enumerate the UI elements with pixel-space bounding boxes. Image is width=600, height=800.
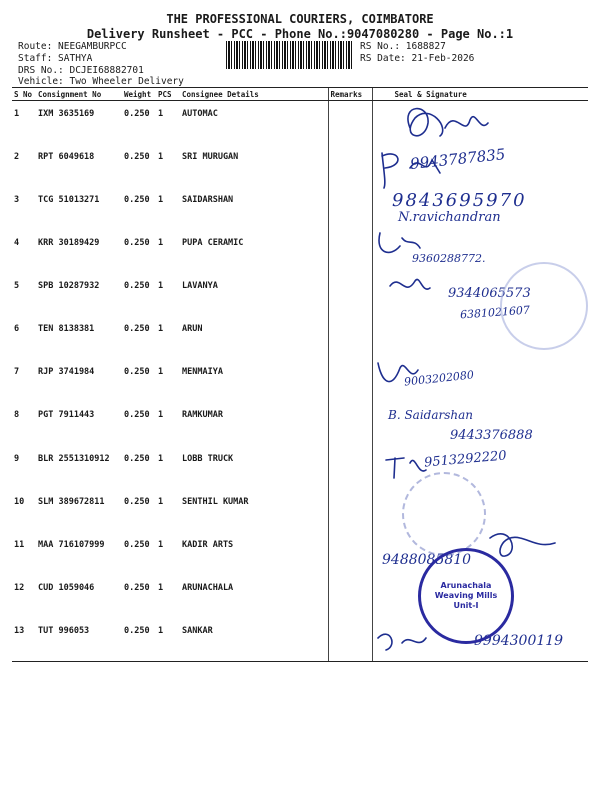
consignment-cell: IXM 3635169 [38, 109, 95, 119]
consignment-cell: SLM 389672811 [38, 496, 105, 507]
remarks-cell [328, 316, 372, 359]
consignee-cell: ARUNACHALA [182, 583, 234, 594]
sno-cell: 11 [14, 539, 25, 550]
handwritten-phone-8: 9443376888 [450, 428, 533, 443]
consignment-cell: TCG 51013271 [38, 194, 100, 205]
pcs-cell: 1 [158, 151, 164, 162]
weight-cell: 0.250 [124, 194, 150, 205]
signature-5 [390, 279, 430, 289]
handwritten-phone-13: 9994300119 [474, 633, 564, 649]
handwritten-phone-9: 9513292220 [423, 448, 508, 471]
pcs-cell: 1 [158, 410, 164, 421]
sno-cell: 8 [14, 410, 20, 421]
remarks-cell [328, 230, 372, 273]
consignee-cell: MENMAIYA [182, 367, 223, 378]
weight-cell: 0.250 [124, 496, 150, 507]
sno-cell: 2 [14, 151, 20, 162]
weight-cell: 0.250 [124, 109, 150, 119]
remarks-cell [328, 489, 372, 532]
pcs-cell: 1 [158, 453, 164, 464]
consignee-cell: AUTOMAC [182, 109, 218, 119]
col-weight: Weight [122, 88, 156, 101]
pcs-cell: 1 [158, 237, 164, 248]
remarks-cell [328, 101, 372, 144]
weight-cell: 0.250 [124, 453, 150, 464]
pcs-cell: 1 [158, 367, 164, 378]
remarks-cell [328, 575, 372, 618]
signature-1 [408, 109, 488, 136]
sno-cell: 5 [14, 281, 20, 292]
col-pcs: PCS [156, 88, 180, 101]
weight-cell: 0.250 [124, 237, 150, 248]
sno-cell: 12 [14, 583, 25, 594]
consignee-cell: PUPA CERAMIC [182, 237, 244, 248]
faint-company-stamp [402, 472, 486, 556]
handwritten-name-8: B. Saidarshan [388, 408, 474, 422]
consignment-cell: KRR 30189429 [38, 237, 100, 248]
pcs-cell: 1 [158, 539, 164, 550]
col-signature: Seal & Signature [372, 88, 588, 101]
signature-9 [386, 458, 426, 478]
sno-cell: 3 [14, 194, 20, 205]
consignee-cell: LOBB TRUCK [182, 453, 234, 464]
col-sno: S No [12, 88, 36, 101]
sno-cell: 13 [12, 618, 36, 661]
handwritten-phone-7: 9003202080 [403, 368, 475, 389]
route-label: Route: NEEGAMBURPCC [18, 41, 127, 52]
sno-cell: 7 [14, 367, 20, 378]
pcs-cell: 1 [158, 583, 164, 594]
remarks-cell [328, 187, 372, 230]
consignee-cell: SENTHIL KUMAR [182, 496, 249, 507]
handwritten-phone-3: 9843695970 [392, 190, 527, 211]
consignee-cell: SRI MURUGAN [182, 151, 239, 162]
consignee-cell: LAVANYA [182, 281, 218, 292]
remarks-cell [328, 446, 372, 489]
weight-cell: 0.250 [124, 151, 150, 162]
consignment-cell: CUD 1059046 [38, 583, 95, 594]
runsheet-subtitle: Delivery Runsheet - PCC - Phone No.:9047080280 - Page No.:1 [86, 27, 514, 41]
consignment-cell: PGT 7911443 [38, 410, 95, 421]
pcs-cell: 1 [158, 324, 164, 335]
signature-4 [379, 233, 420, 252]
rs-number: RS No.: 1688827 [360, 41, 446, 52]
handwritten-phone-11: 9488085810 [382, 552, 472, 568]
weight-cell: 0.250 [124, 367, 150, 378]
consignment-cell: RJP 3741984 [38, 367, 95, 378]
col-consignment: Consignment No [36, 88, 122, 101]
consignment-cell: MAA 716107999 [38, 539, 105, 550]
sno-cell: 4 [14, 237, 20, 248]
consignment-cell: SPB 10287932 [38, 281, 100, 292]
handwritten-phone-2: 9943787835 [409, 145, 507, 173]
weight-cell: 0.250 [124, 410, 150, 421]
col-remarks: Remarks [328, 88, 372, 101]
remarks-cell [328, 402, 372, 445]
weight-cell: 0.250 [124, 324, 150, 335]
weight-cell: 0.250 [124, 583, 150, 594]
sno-cell: 1 [14, 109, 20, 119]
consignee-cell: SANKAR [180, 618, 328, 661]
barcode-image [226, 41, 354, 69]
handwritten-phone-6: 6381021607 [459, 303, 531, 322]
remarks-cell [328, 359, 372, 402]
handwritten-phone-5: 9344065573 [448, 286, 531, 301]
handwritten-phone-4: 9360288772. [412, 252, 486, 265]
remarks-cell [328, 618, 372, 661]
pcs-cell: 1 [158, 109, 164, 119]
weight-cell: 0.250 [122, 618, 156, 661]
pcs-cell: 1 [158, 194, 164, 205]
consignment-cell: TEN 8138381 [38, 324, 95, 335]
sno-cell: 10 [14, 496, 25, 507]
staff-label: Staff: SATHYA [18, 53, 93, 64]
sno-cell: 6 [14, 324, 20, 335]
pcs-cell: 1 [156, 618, 180, 661]
consignee-cell: SAIDARSHAN [182, 194, 234, 205]
remarks-cell [328, 532, 372, 575]
arunachala-mills-stamp: Arunachala Weaving Mills Unit-I [418, 548, 514, 644]
remarks-cell [328, 273, 372, 316]
consignment-cell: BLR 2551310912 [38, 453, 110, 464]
consignee-cell: ARUN [182, 324, 203, 335]
pcs-cell: 1 [158, 281, 164, 292]
consignee-cell: KADIR ARTS [182, 539, 234, 550]
signature-11 [490, 534, 555, 556]
signature-13 [378, 634, 426, 650]
col-consignee: Consignee Details [180, 88, 328, 101]
sno-cell: 9 [14, 453, 20, 464]
weight-cell: 0.250 [124, 539, 150, 550]
faint-round-stamp [500, 262, 588, 350]
consignment-cell: RPT 6049618 [38, 151, 95, 162]
vehicle-label: Vehicle: Two Wheeler Delivery [18, 76, 184, 87]
remarks-cell [328, 144, 372, 187]
rs-date: RS Date: 21-Feb-2026 [360, 53, 475, 64]
handwritten-name-3: N.ravichandran [398, 210, 501, 225]
weight-cell: 0.250 [124, 281, 150, 292]
pcs-cell: 1 [158, 496, 164, 507]
company-title: THE PROFESSIONAL COURIERS, COIMBATORE [166, 12, 434, 26]
consignee-cell: RAMKUMAR [182, 410, 223, 421]
drs-number: DRS No.: DCJEI68882701 [18, 65, 144, 76]
consignment-cell: TUT 996053 [36, 618, 122, 661]
